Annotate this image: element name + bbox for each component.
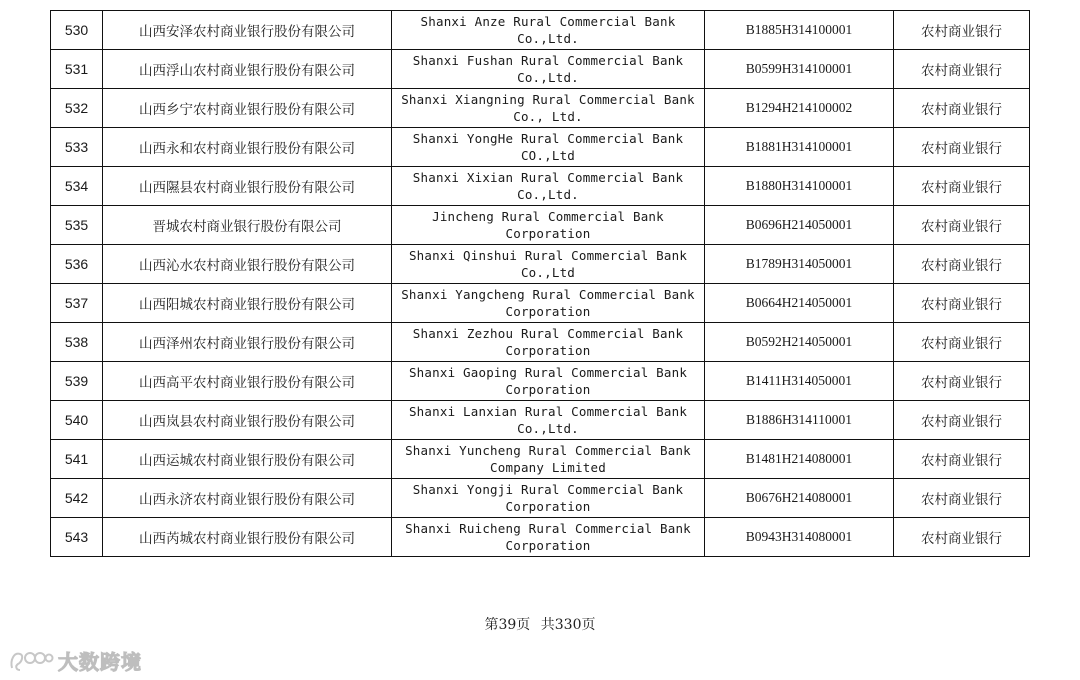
institution-type-cell: 农村商业银行 [894,167,1030,206]
table-row [51,323,1030,362]
row-number-cell: 532 [51,89,103,128]
chinese-name-cell: 山西高平农村商业银行股份有限公司 [103,362,392,401]
institution-type-cell: 农村商业银行 [894,11,1030,50]
row-number-cell: 531 [51,50,103,89]
english-name-cell: Shanxi Yangcheng Rural Commercial Bank Corporation [392,284,705,323]
license-code-cell: B0696H214050001 [705,206,894,245]
row-number-cell: 543 [51,518,103,557]
english-name-cell: Shanxi Ruicheng Rural Commercial Bank Corporation [392,518,705,557]
institution-type-cell: 农村商业银行 [894,440,1030,479]
chinese-name-cell: 山西运城农村商业银行股份有限公司 [103,440,392,479]
license-code-cell: B1881H314100001 [705,128,894,167]
page-number-total: 共330页 [540,617,596,633]
table-row [51,50,1030,89]
license-code-cell: B0676H214080001 [705,479,894,518]
institution-type-cell: 农村商业银行 [894,206,1030,245]
table-row [51,245,1030,284]
institution-type-cell: 农村商业银行 [894,284,1030,323]
license-code-cell: B1880H314100001 [705,167,894,206]
watermark [8,646,142,675]
chinese-name-cell: 山西阳城农村商业银行股份有限公司 [103,284,392,323]
institution-type-cell: 农村商业银行 [894,401,1030,440]
chinese-name-cell: 山西永和农村商业银行股份有限公司 [103,128,392,167]
row-number-cell: 535 [51,206,103,245]
row-number-cell: 542 [51,479,103,518]
row-number-cell: 534 [51,167,103,206]
table-row [51,284,1030,323]
license-code-cell: B1481H214080001 [705,440,894,479]
table-row [51,518,1030,557]
table-row [51,440,1030,479]
institution-type-cell: 农村商业银行 [894,362,1030,401]
english-name-cell: Shanxi YongHe Rural Commercial Bank CO.,Ltd [392,128,705,167]
english-name-cell: Jincheng Rural Commercial Bank Corporation [392,206,705,245]
english-name-cell: Shanxi Zezhou Rural Commercial Bank Corporation [392,323,705,362]
institution-type-cell: 农村商业银行 [894,89,1030,128]
table-row [51,11,1030,50]
license-code-cell: B1885H314100001 [705,11,894,50]
table-row [51,362,1030,401]
table-row [51,479,1030,518]
row-number-cell: 539 [51,362,103,401]
english-name-cell: Shanxi Yongji Rural Commercial Bank Corporation [392,479,705,518]
chinese-name-cell: 山西浮山农村商业银行股份有限公司 [103,50,392,89]
chinese-name-cell: 山西泽州农村商业银行股份有限公司 [103,323,392,362]
row-number-cell: 537 [51,284,103,323]
row-number-cell: 530 [51,11,103,50]
license-code-cell: B0943H314080001 [705,518,894,557]
license-code-cell: B1411H314050001 [705,362,894,401]
chinese-name-cell: 山西隰县农村商业银行股份有限公司 [103,167,392,206]
chinese-name-cell: 山西安泽农村商业银行股份有限公司 [103,11,392,50]
institution-type-cell: 农村商业银行 [894,323,1030,362]
table-row [51,128,1030,167]
row-number-cell: 538 [51,323,103,362]
license-code-cell: B0599H314100001 [705,50,894,89]
institution-type-cell: 农村商业银行 [894,245,1030,284]
chinese-name-cell: 晋城农村商业银行股份有限公司 [103,206,392,245]
english-name-cell: Shanxi Fushan Rural Commercial Bank Co.,Ltd. [392,50,705,89]
page-number-current: 第39页 [484,617,531,633]
row-number-cell: 533 [51,128,103,167]
english-name-cell: Shanxi Anze Rural Commercial Bank Co.,Ltd. [392,11,705,50]
institution-type-cell: 农村商业银行 [894,50,1030,89]
institution-type-cell: 农村商业银行 [894,128,1030,167]
license-code-cell: B0592H214050001 [705,323,894,362]
brand-logo-icon [8,648,54,674]
chinese-name-cell: 山西永济农村商业银行股份有限公司 [103,479,392,518]
page-footer [0,614,1080,634]
institution-type-cell: 农村商业银行 [894,479,1030,518]
license-code-cell: B1294H214100002 [705,89,894,128]
watermark-text: 大数跨境 [58,650,142,674]
table-row [51,206,1030,245]
english-name-cell: Shanxi Lanxian Rural Commercial Bank Co.,Ltd. [392,401,705,440]
table-row [51,401,1030,440]
chinese-name-cell: 山西乡宁农村商业银行股份有限公司 [103,89,392,128]
institution-type-cell: 农村商业银行 [894,518,1030,557]
table-row [51,89,1030,128]
bank-registry-table [50,10,1030,557]
english-name-cell: Shanxi Xixian Rural Commercial Bank Co.,Ltd. [392,167,705,206]
english-name-cell: Shanxi Xiangning Rural Commercial Bank Co., Ltd. [392,89,705,128]
row-number-cell: 541 [51,440,103,479]
english-name-cell: Shanxi Yuncheng Rural Commercial Bank Company Limited [392,440,705,479]
table-row [51,167,1030,206]
chinese-name-cell: 山西沁水农村商业银行股份有限公司 [103,245,392,284]
chinese-name-cell: 山西芮城农村商业银行股份有限公司 [103,518,392,557]
row-number-cell: 540 [51,401,103,440]
license-code-cell: B1789H314050001 [705,245,894,284]
license-code-cell: B0664H214050001 [705,284,894,323]
english-name-cell: Shanxi Qinshui Rural Commercial Bank Co.,Ltd [392,245,705,284]
row-number-cell: 536 [51,245,103,284]
chinese-name-cell: 山西岚县农村商业银行股份有限公司 [103,401,392,440]
license-code-cell: B1886H314110001 [705,401,894,440]
english-name-cell: Shanxi Gaoping Rural Commercial Bank Corporation [392,362,705,401]
table-body [51,11,1030,557]
